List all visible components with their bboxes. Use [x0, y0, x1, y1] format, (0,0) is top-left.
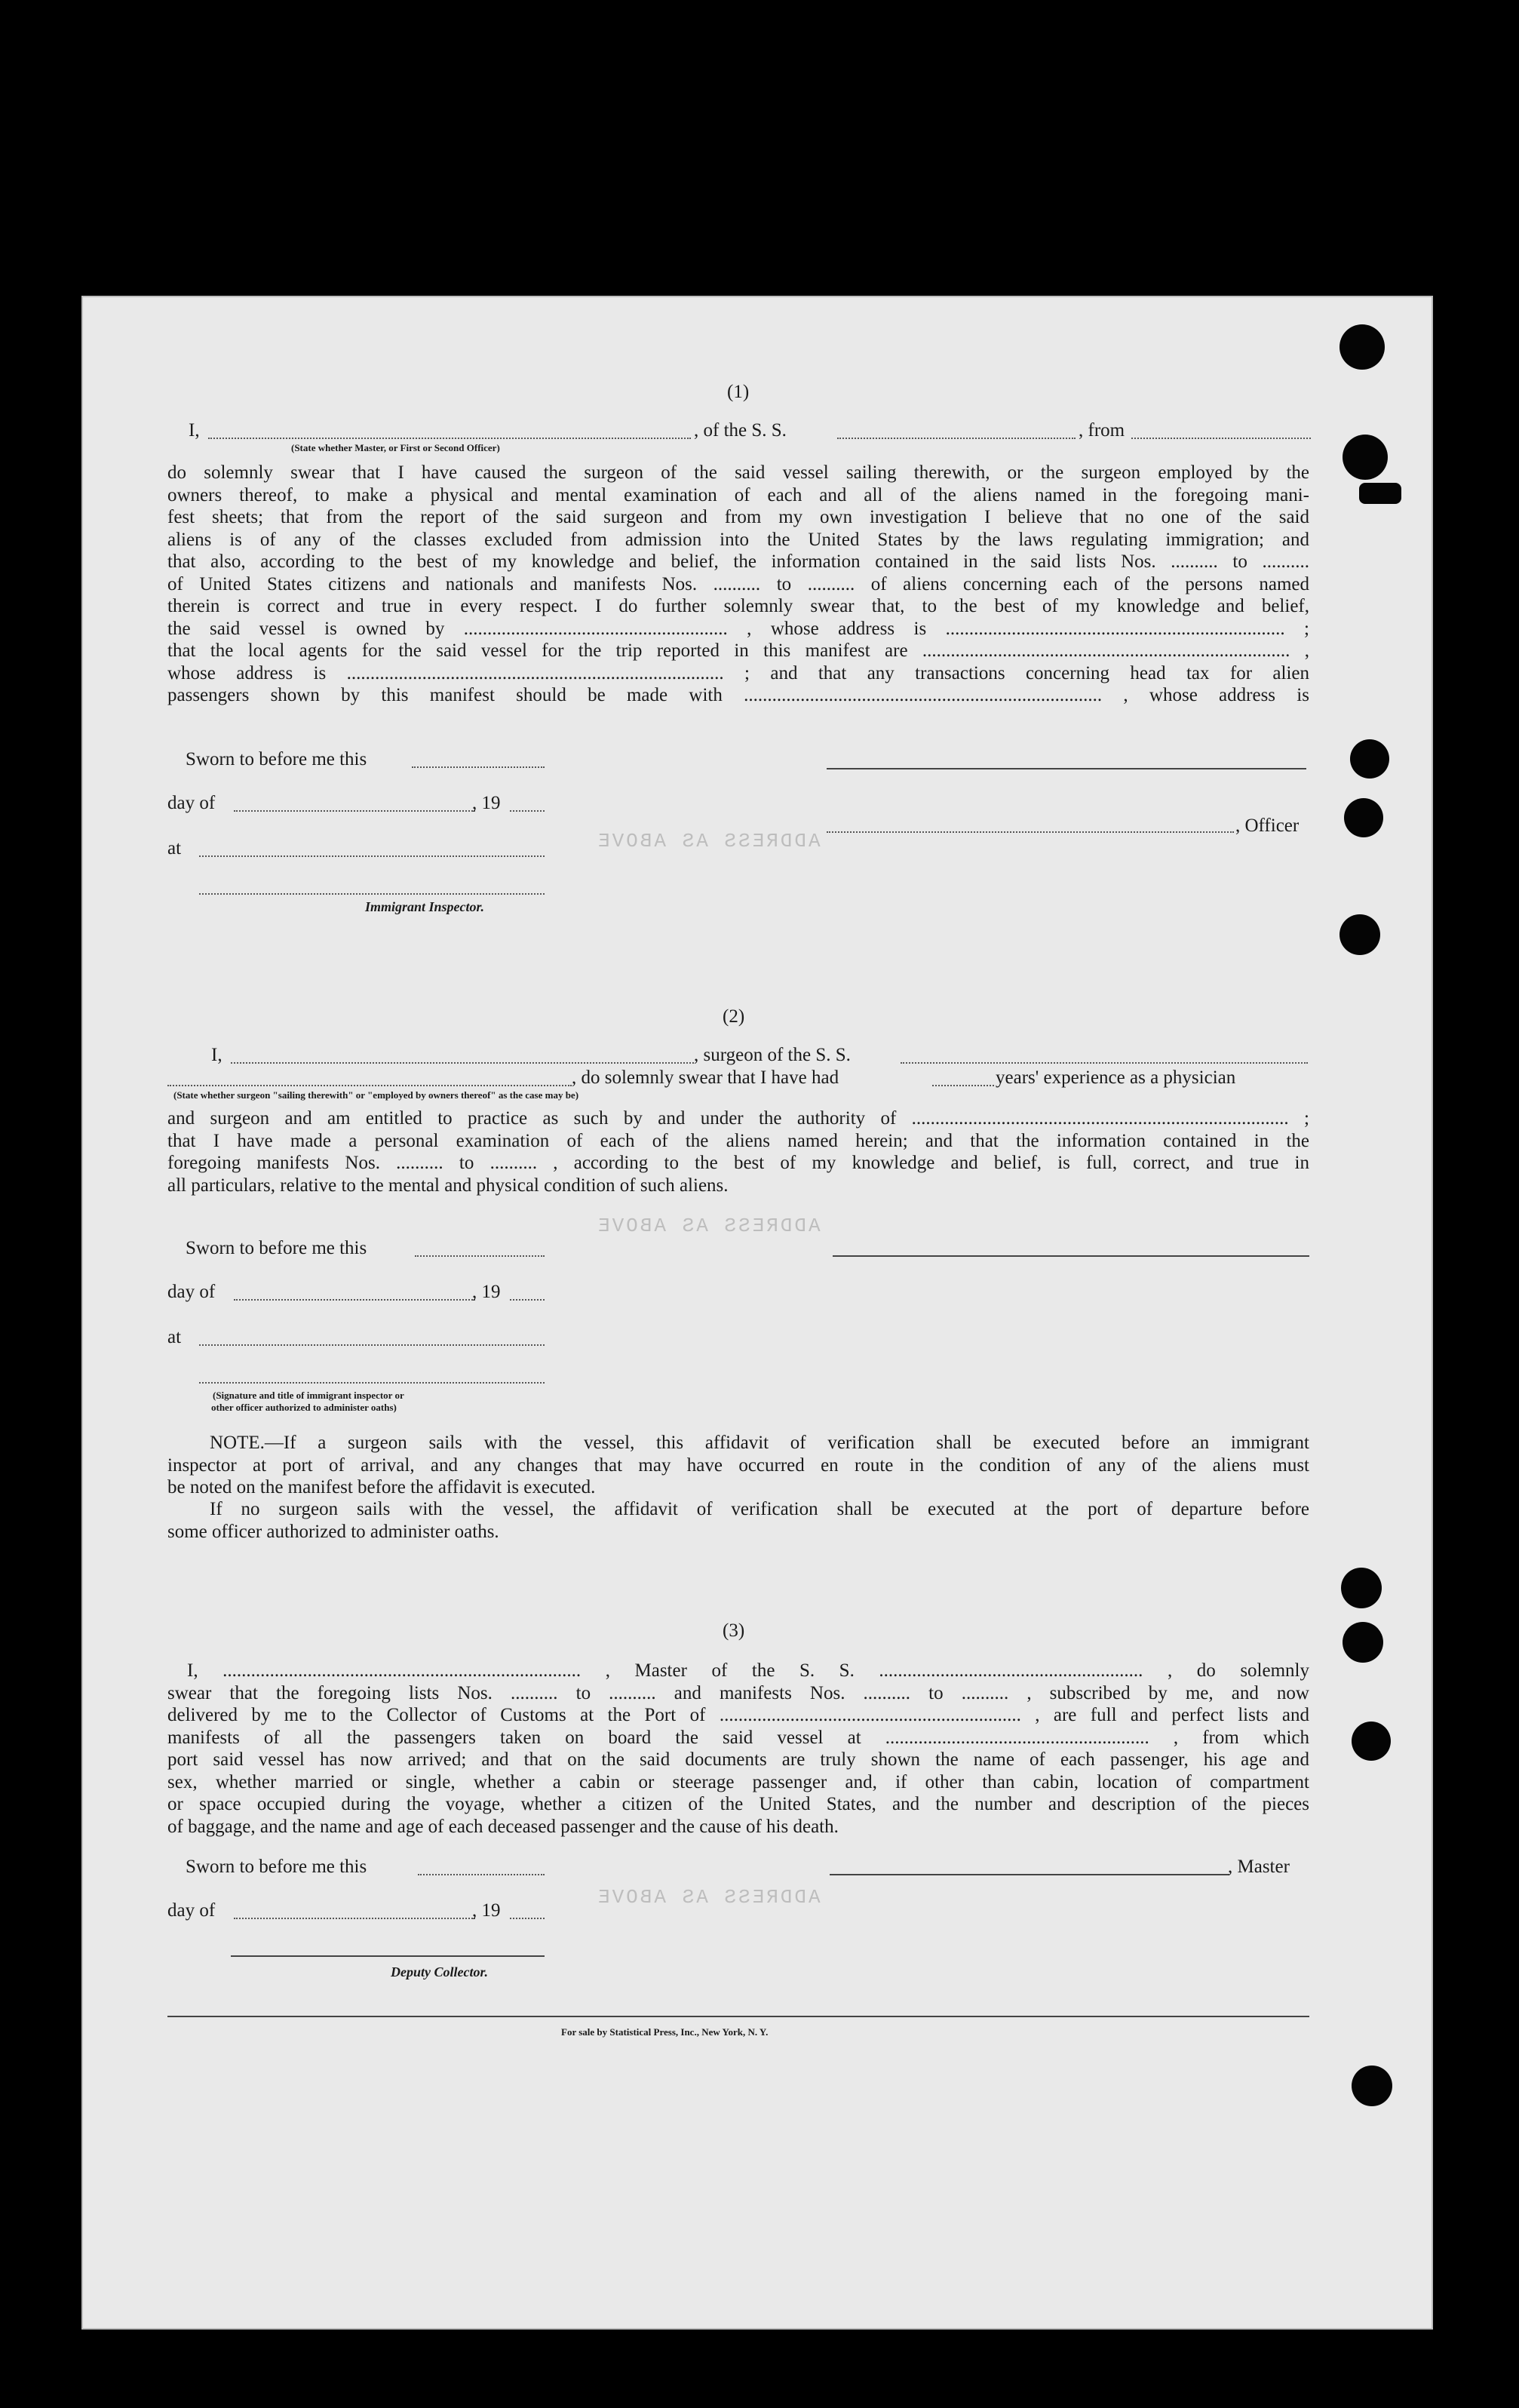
punch-hole: [1350, 739, 1389, 779]
section-number: (2): [723, 1006, 745, 1027]
officer-signature-line-2[interactable]: [827, 831, 1234, 833]
affidavit2-body: and surgeon and am entitled to practice as such by and under the authority of ................................................................................ ; that I have made a personal examination of each of the aliens named herein; and that the information contained in the foregoing manifests Nos. .......... to .......... , according to the best of my knowledge and belief, is full, correct, and true in all particulars, relative to the mental and physical condition of such aliens.: [167, 1108, 1309, 1196]
day-of-field[interactable]: [234, 1299, 475, 1301]
surgeon-name-field[interactable]: [231, 1062, 694, 1064]
officer-signature-line[interactable]: [827, 768, 1306, 769]
punch-hole: [1352, 2066, 1392, 2106]
surgeon-vessel-field[interactable]: [901, 1062, 1308, 1064]
inspector-signature-line[interactable]: [199, 893, 545, 895]
bleed-through-text: ADDRESS AS ABOVE: [596, 1215, 821, 1237]
note-paragraph-1: NOTE.—If a surgeon sails with the vessel, this affidavit of verification shall be executed before an immigrant inspector at port of arrival, and any changes that may have occurred en route in the condition of any of the aliens must be noted on the manifest before the affidavit is executed.: [167, 1433, 1309, 1497]
printer-imprint: For sale by Statistical Press, Inc., New York, N. Y.: [561, 2026, 769, 2038]
signature-hint-2: other officer authorized to administer oaths): [211, 1402, 397, 1413]
sworn-date-field[interactable]: [415, 1255, 545, 1257]
section-number: (3): [723, 1620, 745, 1641]
officer-name-field[interactable]: [208, 438, 691, 439]
punch-hole: [1341, 1568, 1382, 1608]
collector-signature-line[interactable]: [231, 1955, 545, 1957]
sworn-label: Sworn to before me this: [186, 1238, 367, 1258]
master-caption: , Master: [1228, 1857, 1290, 1877]
at-field[interactable]: [199, 855, 545, 857]
punch-hole: [1343, 435, 1388, 480]
punch-hole: [1339, 324, 1385, 370]
affidavit3-body: I, ............................................................................ , Master of the S. S. ........................................................ , do solemnly swear that the foregoing lists Nos. .......... to .......... and manifests Nos. .......... to .......... , subscribed by me, and now delivered by me to the Collector of Customs at the Port of ................................................................ , are full and perfect lists and manifests of all the passengers taken on board the said vessel at ........................................................ , from which port said vessel has now arrived; and that on the said documents are truly shown the name of each passenger, his age and sex, whether married or single, whether a cabin or steerage passenger and, if other than cabin, location of compartment or space occupied during the voyage, whether a citizen of the United States, and the number and description of the pieces of baggage, and the name and age of each deceased passenger and the cause of his death.: [167, 1660, 1309, 1837]
sworn-label: Sworn to before me this: [186, 1857, 367, 1877]
note-paragraph-2: If no surgeon sails with the vessel, the affidavit of verification shall be executed at the port of departure before some officer authorized to administer oaths.: [167, 1499, 1309, 1542]
year-field[interactable]: [510, 1299, 545, 1301]
affidavit1-i: I,: [189, 420, 200, 441]
authority-signature-line[interactable]: [199, 1382, 545, 1384]
surgeon-signature-line[interactable]: [833, 1255, 1309, 1257]
bleed-through-text: ADDRESS AS ABOVE: [596, 1886, 821, 1909]
year-label: , 19: [472, 793, 501, 813]
affidavit2-surgeon: , surgeon of the S. S.: [694, 1045, 851, 1065]
sworn-label: Sworn to before me this: [186, 749, 367, 769]
surgeon-hint: (State whether surgeon "sailing therewith" or "employed by owners thereof" as the case may be): [173, 1089, 579, 1101]
years-field[interactable]: [932, 1085, 994, 1086]
punch-hole: [1352, 1722, 1391, 1761]
at-field[interactable]: [199, 1344, 545, 1346]
day-of-field[interactable]: [234, 1918, 475, 1919]
footer-rule: [167, 2016, 1309, 2017]
year-label: , 19: [472, 1282, 501, 1302]
inspector-caption: Immigrant Inspector.: [365, 899, 485, 914]
bleed-through-text: ADDRESS AS ABOVE: [596, 830, 821, 852]
collector-caption: Deputy Collector.: [391, 1964, 488, 1980]
role-hint: (State whether Master, or First or Second Officer): [291, 442, 500, 453]
officer-caption: , Officer: [1235, 815, 1300, 836]
year-label: , 19: [472, 1900, 501, 1921]
day-of-field[interactable]: [234, 810, 475, 812]
year-field[interactable]: [510, 810, 545, 812]
vessel-name-field[interactable]: [837, 438, 1076, 439]
year-field[interactable]: [510, 1918, 545, 1919]
surgeon-status-field[interactable]: [167, 1085, 572, 1086]
at-label: at: [167, 838, 182, 858]
affidavit1-from: , from: [1079, 420, 1125, 441]
affidavit2-years: years' experience as a physician: [996, 1067, 1236, 1088]
master-signature-line[interactable]: [830, 1874, 1229, 1875]
affidavit2-sworn: , do solemnly swear that I have had: [572, 1067, 839, 1088]
section-number: (1): [727, 382, 750, 402]
sworn-date-field[interactable]: [418, 1874, 545, 1875]
sworn-date-field[interactable]: [412, 766, 545, 768]
affidavit1-body: do solemnly swear that I have caused the surgeon of the said vessel sailing therewith, or the surgeon employed by the owners thereof, to make a physical and mental examination of each and all of the aliens named in the foregoing mani- fest sheets; that from the report of the said surgeon and from my own investigation I believe that no one of the said aliens is of any of the classes excluded from admission into the United States by the laws regulating immigration; and that also, according to the best of my knowledge and belief, the information contained in the said lists Nos. .......... to .......... of United States citizens and nationals and manifests Nos. .......... to .......... of aliens concerning each of the persons named therein is correct and true in every respect. I do further solemnly swear that, to the best of my knowledge and belief, the said vessel is owned by ........................................................ , whose address is ........................................................................ ; that the local agents for the said vessel for the trip reported in this manifest are .............................................................................. , whose address is ................................................................................ ; and that any transactions concerning head tax for alien passengers shown by this manifest should be made with ............................................................................ , whose address is: [167, 462, 1309, 705]
signature-hint-1: (Signature and title of immigrant inspector or: [213, 1390, 404, 1401]
punch-hole: [1343, 1622, 1383, 1663]
punch-hole: [1359, 483, 1401, 504]
punch-hole: [1339, 914, 1380, 955]
affidavit2-i: I,: [211, 1045, 222, 1065]
day-of-label: day of: [167, 793, 216, 813]
day-of-label: day of: [167, 1282, 216, 1302]
at-label: at: [167, 1327, 182, 1347]
affidavit1-ss: , of the S. S.: [694, 420, 787, 441]
port-from-field[interactable]: [1131, 438, 1311, 439]
day-of-label: day of: [167, 1900, 216, 1921]
punch-hole: [1344, 798, 1383, 837]
